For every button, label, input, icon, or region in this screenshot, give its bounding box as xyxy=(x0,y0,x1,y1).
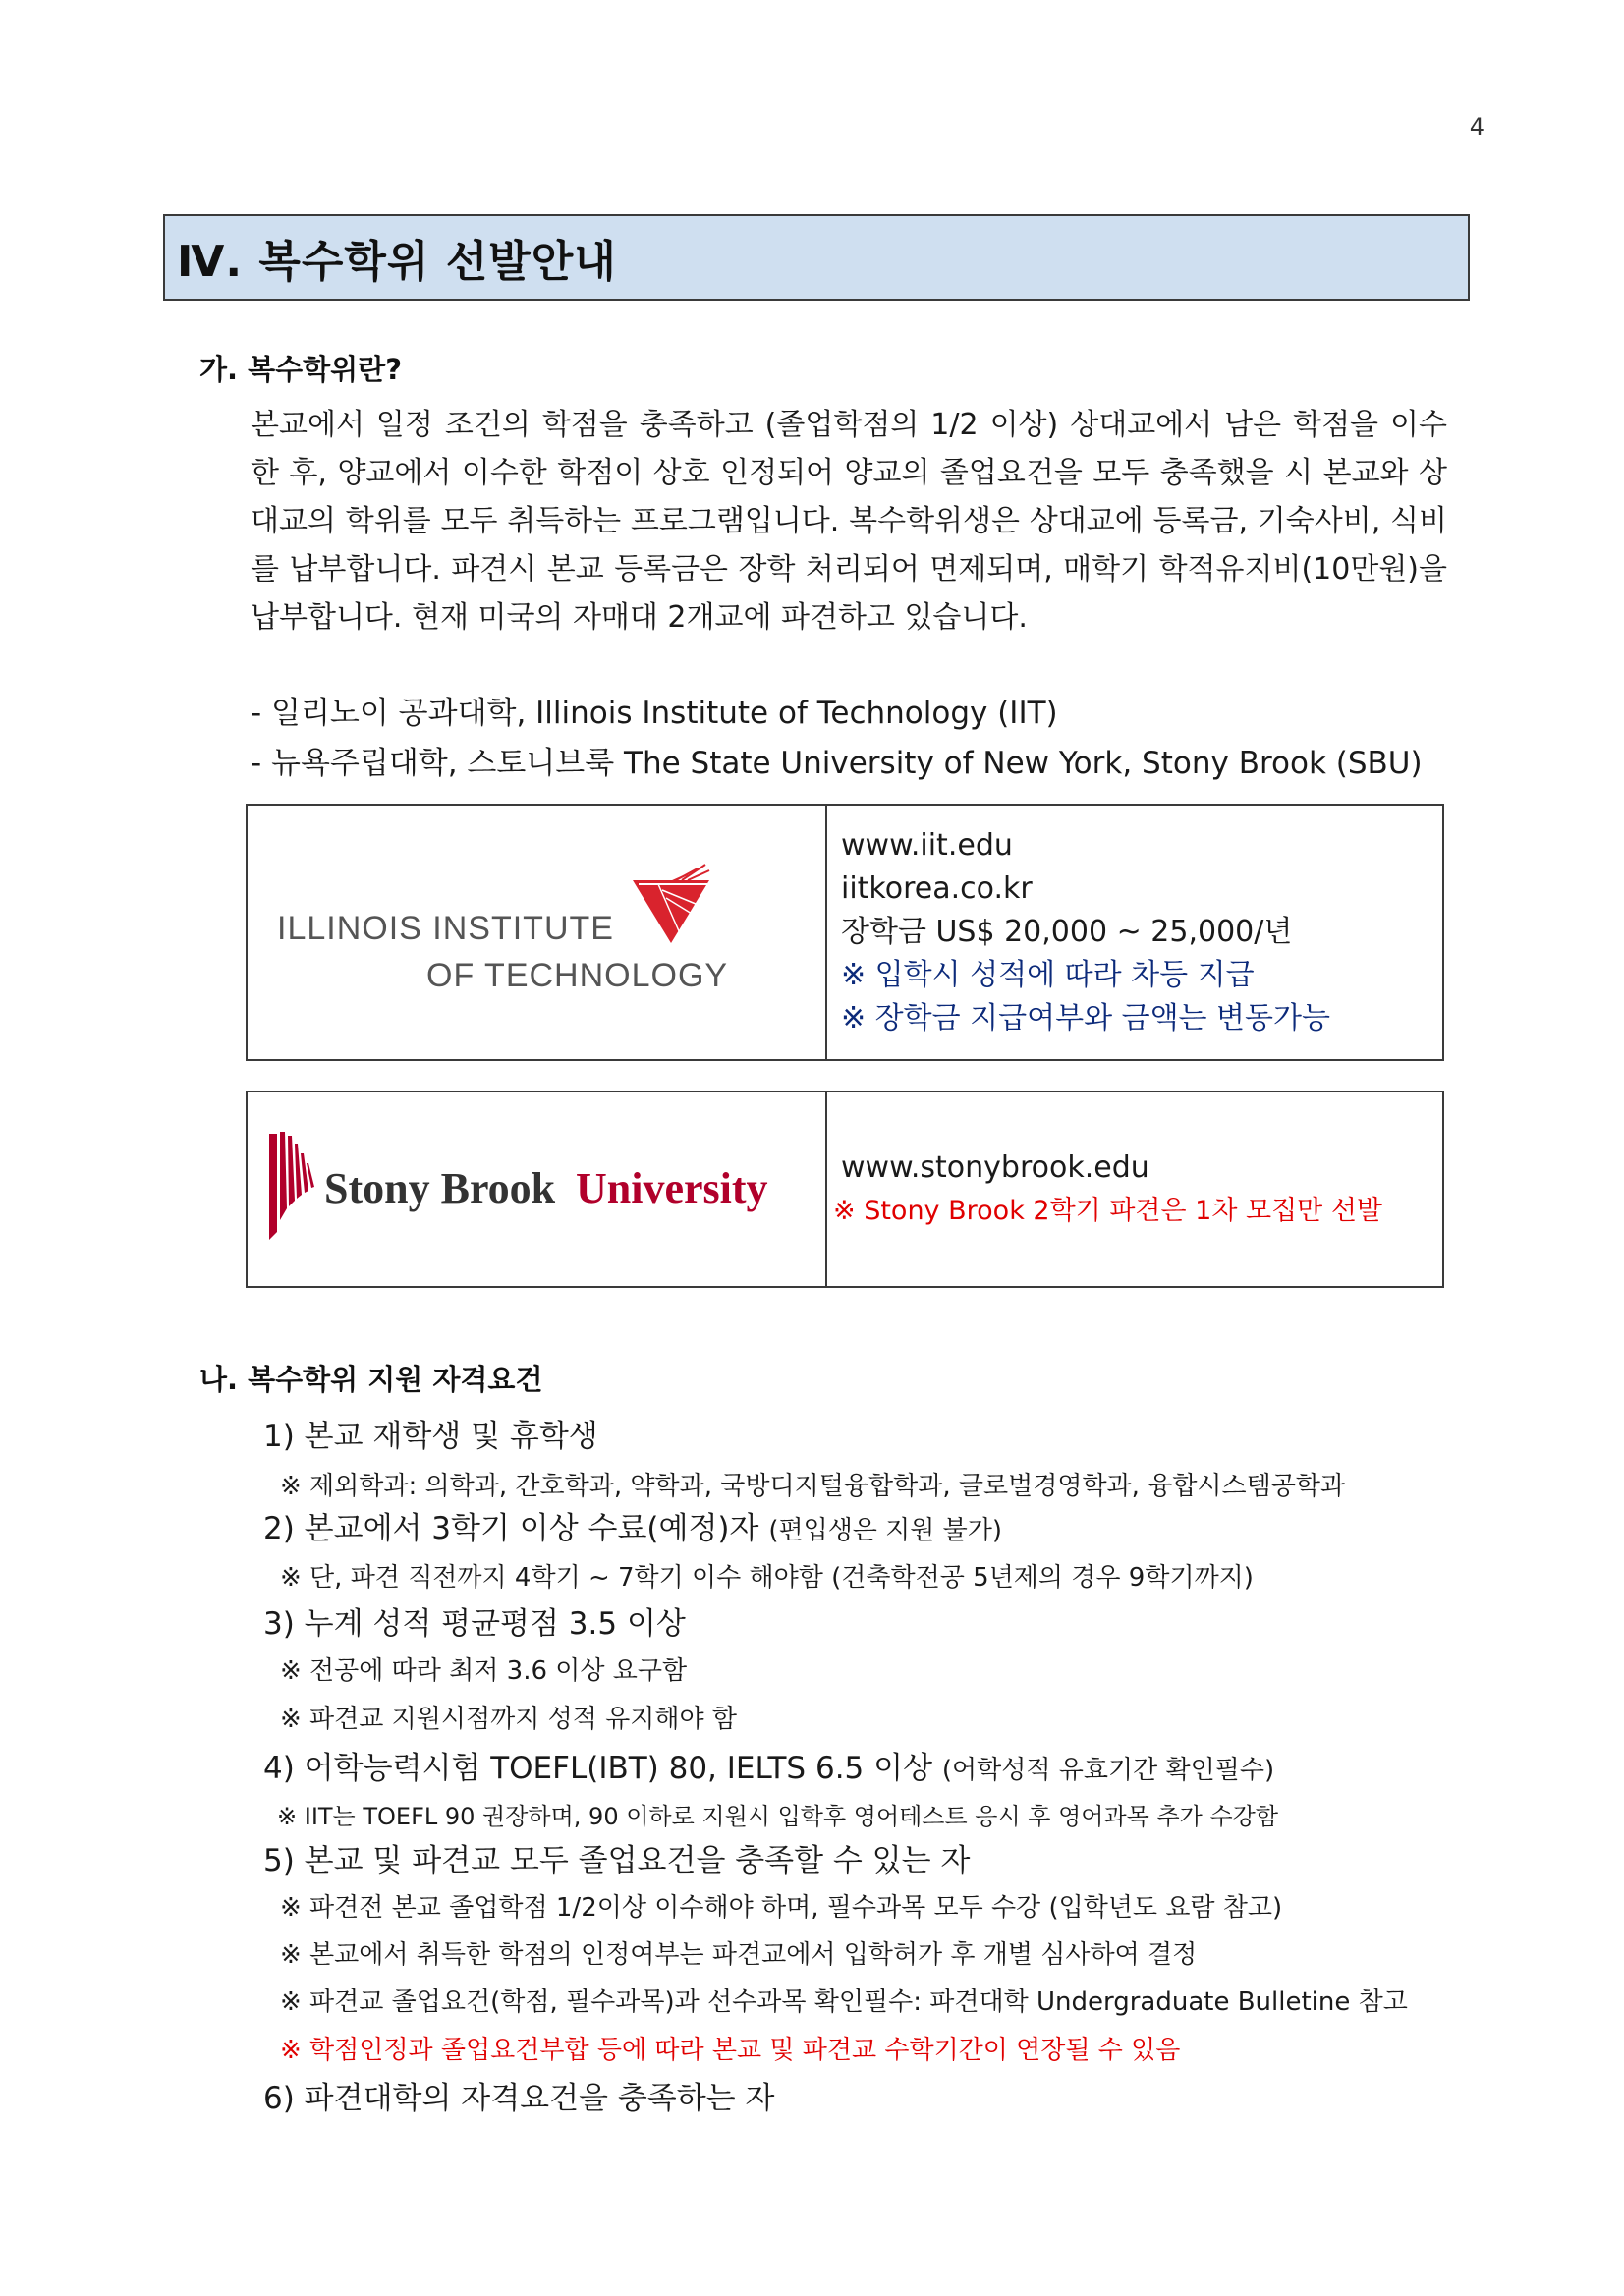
requirement-5-note-2: ※ 본교에서 취득한 학점의 인정여부는 파견교에서 입학허가 후 개별 심사하여 결정 xyxy=(280,1940,1198,1970)
iit-logo xyxy=(248,806,825,1055)
sbu-logo-word2: University xyxy=(576,1164,768,1212)
requirement-5-note-4: ※ 학점인정과 졸업요건부합 등에 따라 본교 및 파견교 수학기간이 연장될 수 있음 xyxy=(280,2036,1181,2065)
requirement-2-note: ※ 단, 파견 직전까지 4학기 ~ 7학기 이수 해야함 (건축학전공 5년제의 경우 9학기까지) xyxy=(280,1563,1254,1593)
sbu-logo-cell xyxy=(247,1092,826,1287)
iit-scholarship: 장학금 US$ 20,000 ~ 25,000/년 xyxy=(841,915,1293,949)
page-number: 4 xyxy=(1469,113,1484,140)
section-title-box xyxy=(163,214,1470,301)
iit-logo-cell xyxy=(247,805,826,1060)
section-title: Ⅳ. 복수학위 선발안내 xyxy=(177,237,617,287)
requirement-4-note: ※ IIT는 TOEFL 90 권장하며, 90 이하로 지원시 입학후 영어테스트 응시 후 영어과목 추가 수강함 xyxy=(277,1803,1279,1830)
requirement-1-note: ※ 제외학과: 의학과, 간호학과, 약학과, 국방디지털융합학과, 글로벌경영학과, 융합시스템공학과 xyxy=(280,1472,1346,1501)
requirement-5-note-3: ※ 파견교 졸업요건(학점, 필수과목)과 선수과목 확인필수: 파견대학 Undergraduate Bulletine 참고 xyxy=(280,1988,1408,2017)
requirement-5-note-1: ※ 파견전 본교 졸업학점 1/2이상 이수해야 하며, 필수과목 모두 수강 (입학년도 요람 참고) xyxy=(280,1893,1283,1923)
requirements-heading: 나. 복수학위 지원 자격요건 xyxy=(199,1363,543,1396)
requirement-3: 3) 누계 성적 평균평점 3.5 이상 xyxy=(263,1606,686,1642)
iit-info-table xyxy=(246,804,1444,1061)
requirement-4 xyxy=(263,1743,1274,1787)
intro-paragraph: 본교에서 일정 조건의 학점을 충족하고 (졸업학점의 1/2 이상) 상대교에서 남은 학점을 이수한 후, 양교에서 이수한 학점이 상호 인정되어 양교의 졸업요건을 모두 충족했을 시 본교와 상대교의 학위를 모두 취득하는 프로그램입니다. 복수학위생은 상대교에 등록금, 기숙사비, 식비를 납부합니다. 파견시 본교 등록금은 장학 처리되어 면제되며, 매학기 학적유지비(10만원)을 납부합니다. 현재 미국의 자매대 2개교에 파견하고 있습니다. xyxy=(251,408,1447,635)
sbu-logo-word1: Stony Brook xyxy=(324,1164,556,1212)
requirement-4-text: 4) 어학능력시험 TOEFL(IBT) 80, IELTS 6.5 이상 xyxy=(263,1751,933,1786)
iit-url: www.iit.edu xyxy=(841,828,1013,863)
requirement-3-note-2: ※ 파견교 지원시점까지 성적 유지해야 함 xyxy=(280,1705,737,1734)
sbu-logo xyxy=(248,1092,825,1282)
iit-logo-line2: OF TECHNOLOGY xyxy=(426,957,729,994)
iit-logo-line1: ILLINOIS INSTITUTE xyxy=(277,910,614,947)
university-item-iit: - 일리노이 공과대학, Illinois Institute of Technology (IIT) xyxy=(251,696,1058,731)
iit-note-1: ※ 입학시 성적에 따라 차등 지급 xyxy=(841,958,1255,992)
university-item-sbu: - 뉴욕주립대학, 스토니브룩 The State University of New York, Stony Brook (SBU) xyxy=(251,746,1423,781)
requirement-6: 6) 파견대학의 자격요건을 충족하는 자 xyxy=(263,2081,775,2116)
iit-note-2: ※ 장학금 지급여부와 금액는 변동가능 xyxy=(841,1001,1330,1036)
iit-logo-mark-icon xyxy=(633,865,709,943)
requirement-2-paren: (편입생은 지원 불가) xyxy=(768,1516,1003,1545)
requirement-2 xyxy=(263,1503,1002,1547)
sbu-logo-mark-icon xyxy=(269,1132,314,1240)
requirement-4-paren: (어학성적 유효기간 확인필수) xyxy=(941,1756,1275,1785)
intro-heading: 가. 복수학위란? xyxy=(199,353,403,386)
sbu-url: www.stonybrook.edu xyxy=(841,1149,1149,1185)
requirement-5: 5) 본교 및 파견교 모두 졸업요건을 충족할 수 있는 자 xyxy=(263,1843,971,1878)
sbu-note: ※ Stony Brook 2학기 파견은 1차 모집만 선발 xyxy=(833,1195,1382,1226)
iit-korea-url: iitkorea.co.kr xyxy=(841,871,1033,906)
sbu-info-table xyxy=(246,1091,1444,1288)
iit-info-cell xyxy=(826,805,1443,1060)
requirement-3-note-1: ※ 전공에 따라 최저 3.6 이상 요구함 xyxy=(280,1656,688,1686)
requirement-2-text: 2) 본교에서 3학기 이상 수료(예정)자 xyxy=(263,1511,759,1546)
requirement-1: 1) 본교 재학생 및 휴학생 xyxy=(263,1419,598,1454)
sbu-info-cell xyxy=(826,1092,1443,1287)
